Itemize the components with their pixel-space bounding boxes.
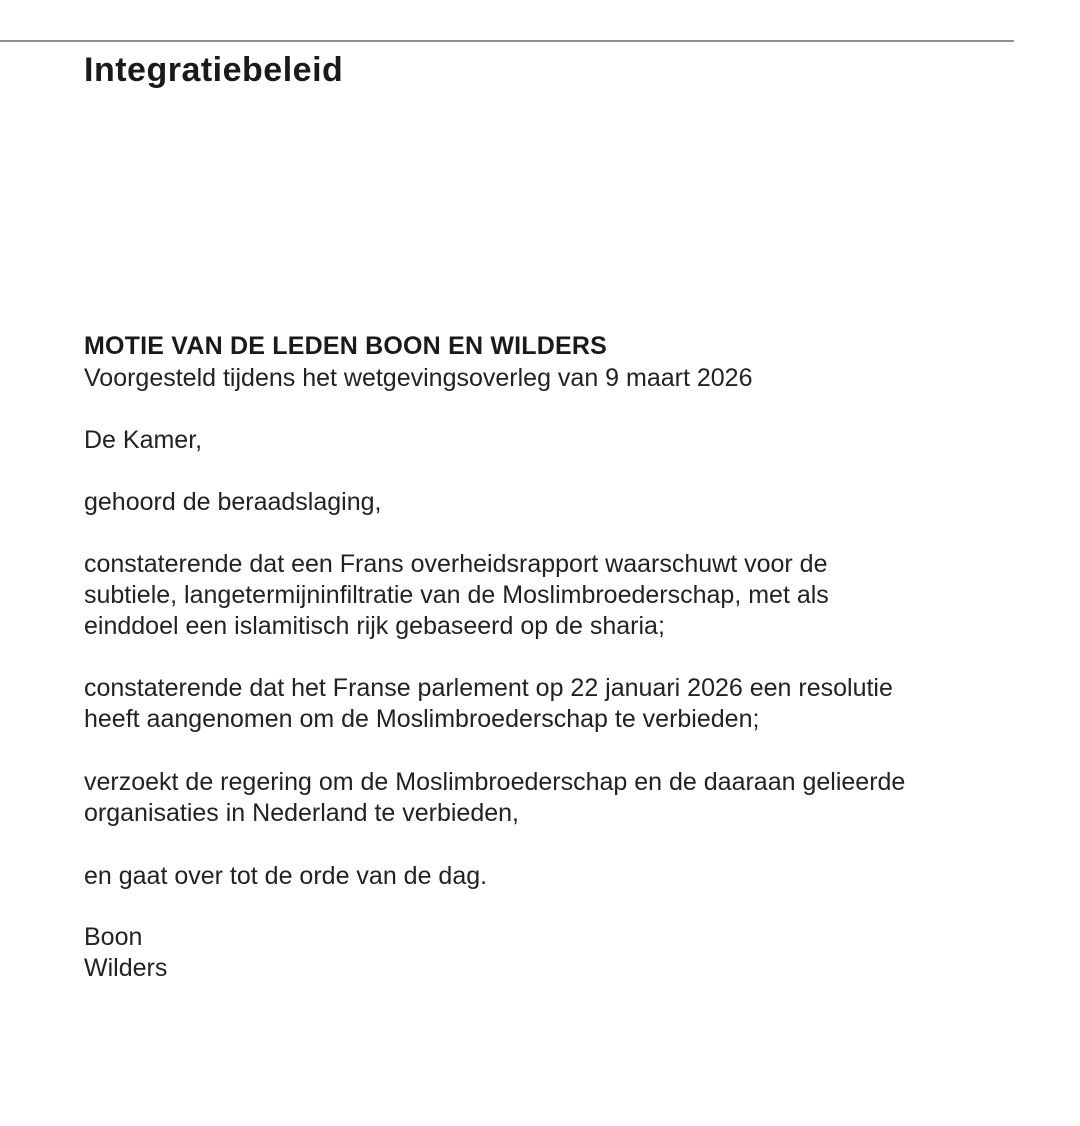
- text-line: heeft aangenomen om de Moslimbroederschap te verbieden;: [84, 705, 760, 733]
- text-line: einddoel een islamitisch rijk gebaseerd op de sharia;: [84, 612, 665, 640]
- closing-clause: en gaat over tot de orde van de dag.: [84, 862, 488, 890]
- request-clause: [84, 767, 1044, 829]
- text-line: subtiele, langetermijninfiltratie van de Moslimbroederschap, met als: [84, 581, 829, 609]
- signatory-boon: Boon: [84, 923, 143, 951]
- top-divider: [0, 40, 1014, 42]
- proposed-line: Voorgesteld tijdens het wetgevingsoverleg van 9 maart 2026: [84, 364, 753, 392]
- text-line: constaterende dat het Franse parlement op 22 januari 2026 een resolutie: [84, 674, 893, 702]
- considering-clause-2: [84, 673, 1044, 735]
- motion-title: MOTIE VAN DE LEDEN BOON EN WILDERS: [84, 332, 608, 360]
- text-line: organisaties in Nederland te verbieden,: [84, 799, 519, 827]
- heard-clause: gehoord de beraadslaging,: [84, 488, 382, 516]
- text-line: constaterende dat een Frans overheidsrapport waarschuwt voor de: [84, 550, 828, 578]
- considering-clause-1: [84, 549, 1044, 642]
- signatories: [84, 922, 1044, 984]
- addressee: De Kamer,: [84, 426, 203, 454]
- section-title: Integratiebeleid: [84, 51, 344, 89]
- text-line: verzoekt de regering om de Moslimbroederschap en de daaraan gelieerde: [84, 768, 906, 796]
- signatory-wilders: Wilders: [84, 954, 168, 982]
